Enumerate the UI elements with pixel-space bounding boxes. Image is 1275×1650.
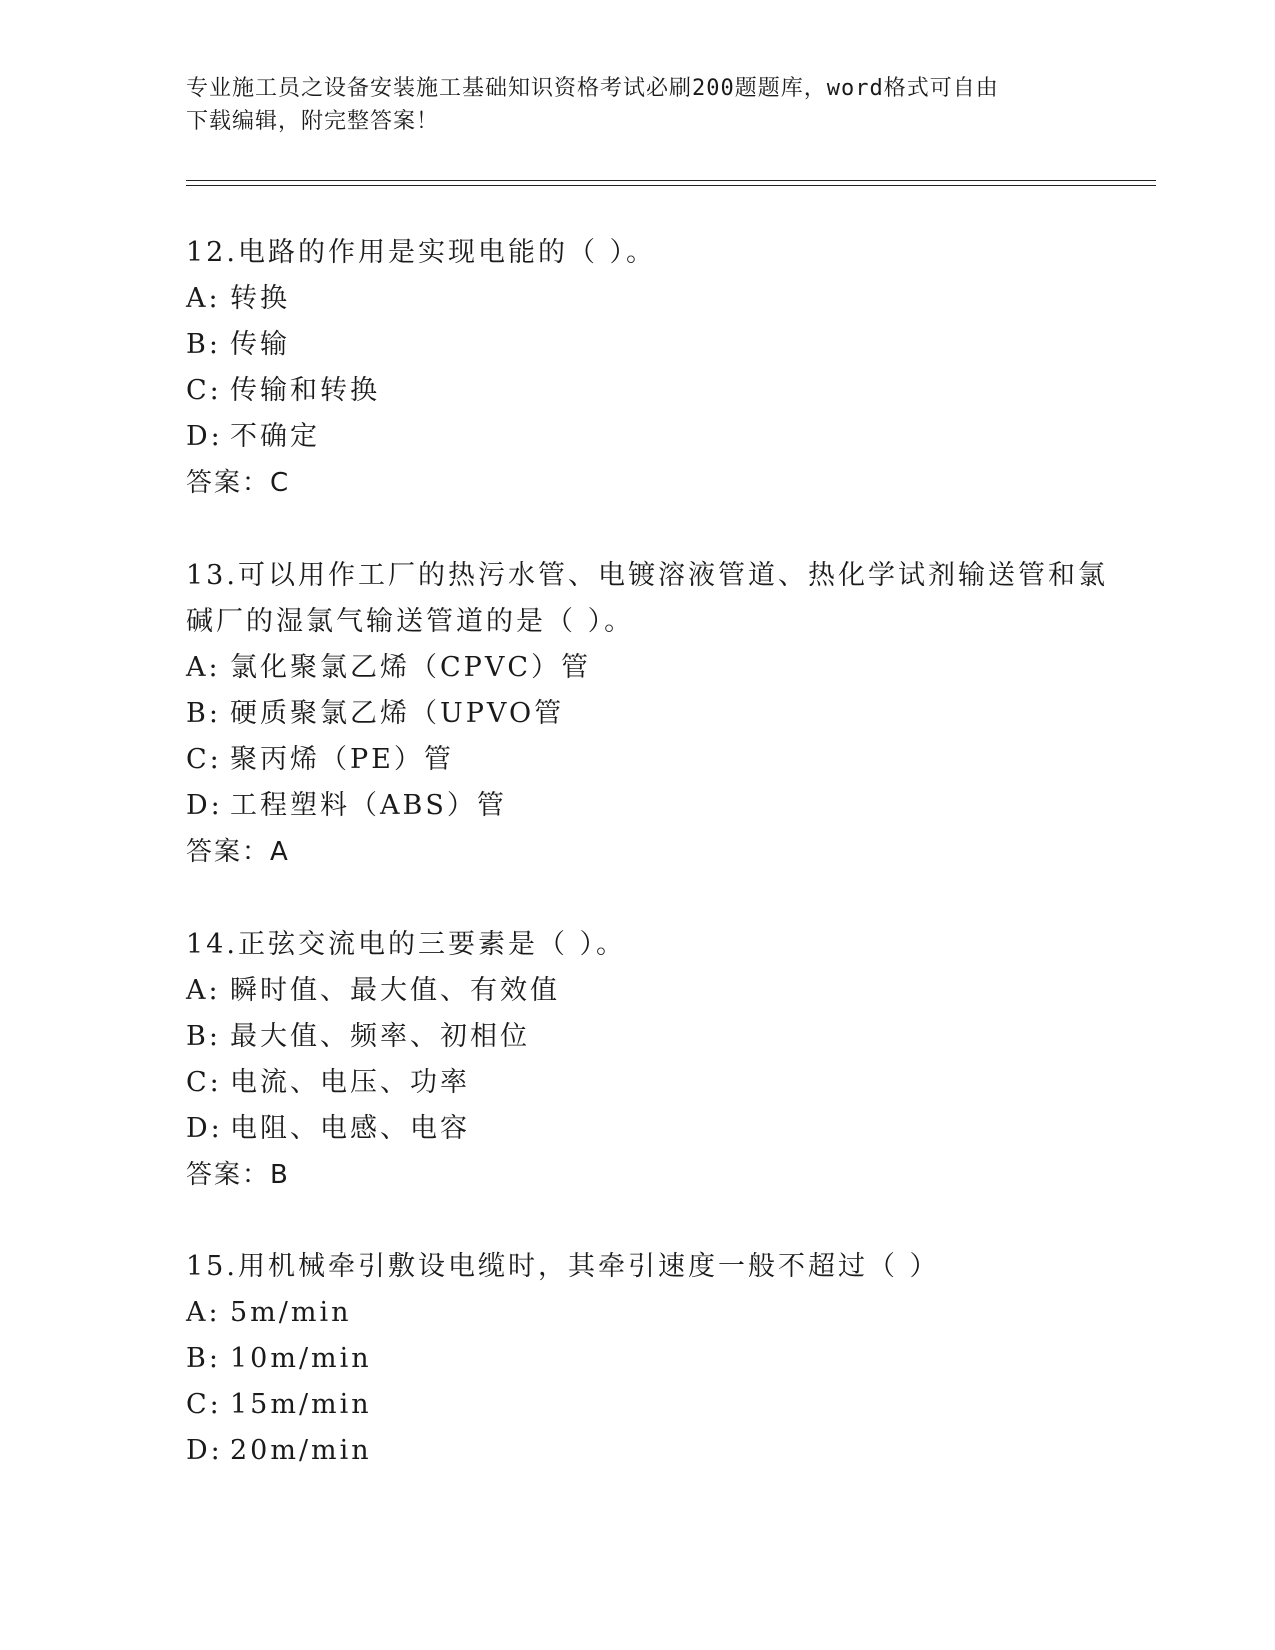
option-letter: C: [186,375,222,406]
answer-line: 答案：C [186,468,291,498]
option-letter: A: [186,283,221,314]
option-letter: D: [186,1435,223,1466]
question-stem: 12.电路的作用是实现电能的（ ）。 [186,237,657,268]
option-text: 最大值、频率、初相位 [230,1021,530,1052]
option-text: 硬质聚氯乙烯（UPVO管 [230,698,565,729]
question-stem: 13.可以用作工厂的热污水管、电镀溶液管道、热化学试剂输送管和氯 [186,560,1108,591]
option-text: 20m/min [230,1435,372,1466]
question-stem-continued: 碱厂的湿氯气输送管道的是（ ）。 [186,606,635,637]
option-text: 传输和转换 [230,375,380,406]
option-letter: B: [186,698,221,729]
option-b [186,691,1146,737]
option-b [186,1336,1146,1382]
option-d [186,783,1146,829]
option-text: 瞬时值、最大值、有效值 [230,975,560,1006]
option-text: 不确定 [230,421,320,452]
question-14 [186,922,1146,1198]
option-d [186,1428,1146,1474]
option-a [186,1290,1146,1336]
option-text: 转换 [230,283,290,314]
option-text: 工程塑料（ABS）管 [230,790,507,821]
option-c [186,368,1146,414]
question-stem: 15.用机械牵引敷设电缆时，其牵引速度一般不超过（ ） [186,1251,940,1282]
header-line-1: 专业施工员之设备安装施工基础知识资格考试必刷200题题库，word格式可自由 [186,76,999,101]
option-letter: C: [186,1067,222,1098]
option-letter: A: [186,652,221,683]
option-text: 聚丙烯（PE）管 [230,744,454,775]
option-a [186,276,1146,322]
document-header [186,72,1086,138]
option-letter: C: [186,744,222,775]
option-letter: D: [186,1113,223,1144]
option-letter: A: [186,1297,221,1328]
option-letter: C: [186,1389,222,1420]
option-letter: B: [186,1021,221,1052]
option-c [186,1060,1146,1106]
option-text: 氯化聚氯乙烯（CPVC）管 [230,652,591,683]
option-letter: D: [186,421,223,452]
option-text: 10m/min [230,1343,372,1374]
question-15 [186,1244,1146,1474]
option-a [186,968,1146,1014]
option-text: 传输 [230,329,290,360]
option-letter: B: [186,1343,221,1374]
option-text: 15m/min [230,1389,372,1420]
answer-line: 答案：A [186,837,290,867]
option-b [186,1014,1146,1060]
option-b [186,322,1146,368]
option-letter: D: [186,790,223,821]
option-text: 电流、电压、功率 [230,1067,470,1098]
question-13 [186,553,1146,875]
option-a [186,645,1146,691]
header-line-2: 下载编辑，附完整答案！ [186,109,440,134]
option-letter: A: [186,975,221,1006]
question-stem: 14.正弦交流电的三要素是（ ）。 [186,929,627,960]
option-text: 5m/min [230,1297,352,1328]
option-text: 电阻、电感、电容 [230,1113,470,1144]
question-12 [186,230,1146,506]
header-divider-bottom [186,185,1156,186]
option-d [186,1106,1146,1152]
answer-line: 答案：B [186,1160,290,1190]
option-c [186,1382,1146,1428]
option-letter: B: [186,329,221,360]
header-divider-top [186,180,1156,181]
option-c [186,737,1146,783]
option-d [186,414,1146,460]
